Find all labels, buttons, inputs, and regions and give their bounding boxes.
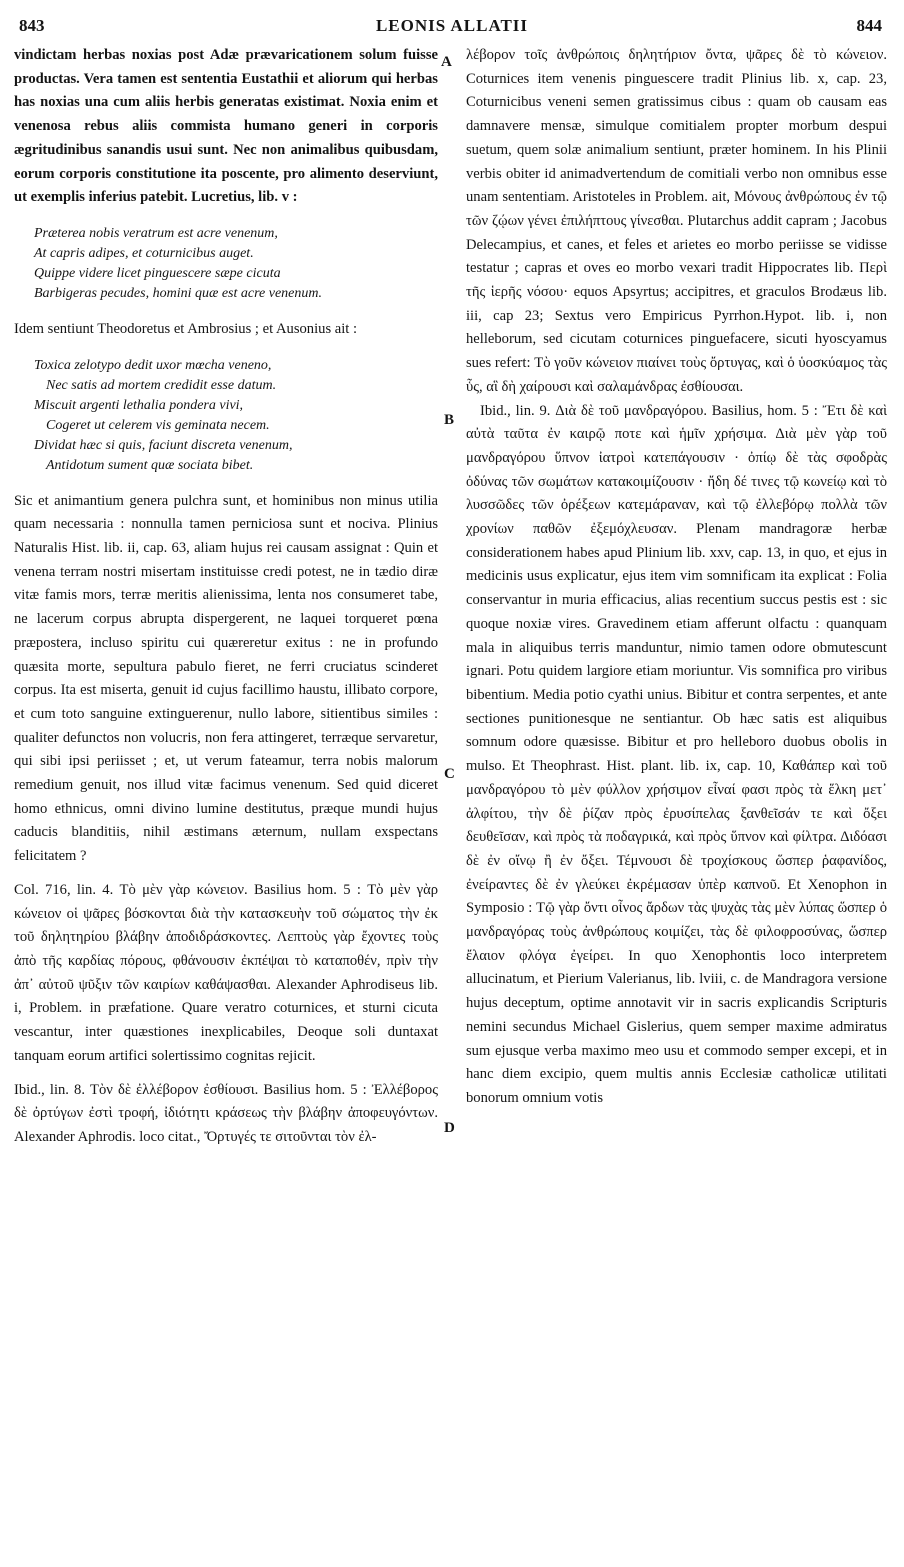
left-paragraph-2: Idem sentiunt Theodoretus et Ambrosius ; et Ausonius ait : xyxy=(14,320,358,337)
margin-letter-b: B xyxy=(444,412,455,428)
running-title: LEONIS ALLATII xyxy=(375,16,529,35)
margin-letter-c: C xyxy=(444,766,455,782)
margin-letter-d: D xyxy=(444,1120,455,1136)
paragraph-gap xyxy=(14,869,438,879)
paragraph-gap xyxy=(14,1069,438,1079)
ausonius-verse xyxy=(34,356,438,476)
left-paragraph-5: Ibid., lin. 8. Τὸν δὲ ἐλλέβορον ἐσθίουσι. Basilius hom. 5 : Ἐλλέβορος δὲ ὀρτύγων ἐστὶ τροφή, ἰδιότητι κράσεως τὴν βλάβην ἀποφευγόντων. Alexander Aphrodis. loco citat., Ὄρτυγές τε σιτοῦνται τὸν ἐλ- xyxy=(14,1081,438,1145)
verse-line: Miscuit argenti lethalia pondera vivi, xyxy=(34,397,244,413)
verse-line: Nec satis ad mortem credidit esse datum. xyxy=(46,377,277,393)
verse-line: Toxica zelotypo dedit uxor mœcha veneno, xyxy=(34,357,272,373)
page-number-left: 843 xyxy=(19,16,45,35)
verse-line: Præterea nobis veratrum est acre venenum, xyxy=(34,225,278,241)
verse-line: Barbigeras pecudes, homini quæ est acre venenum. xyxy=(34,285,322,301)
right-paragraph-2: Ibid., lin. 9. Διὰ δὲ τοῦ μανδραγόρου. Basilius, hom. 5 : Ἔτι δὲ καὶ αὐτὰ ταῦτα ἐν καιρῷ ποτε καὶ ἡμῖν χρήσιμα. Διὰ μὲν γὰρ τοῦ μανδραγόρου ὕπνον ἰατροὶ κατεπάγουσιν · ὀπίῳ δὲ τὰς σφοδρὰς ὀδύνας τῶν σωμάτων κατακοιμίζουσιν · ἤδη δέ τινες τῷ κωνείῳ καὶ τὸ λυσσῶδες τῶν ὀρέξεων κατεμάραναν, καὶ τῷ ἐλλεβόρῳ πολλὰ τῶν χρονίων παθῶν ἐξεμόχλευσαν. Plenam mandragoræ herbæ considerationem habes apud Plinium lib. xxv, cap. 13, in quo, et ejus in medicinis usus explicatur, ejus item vim somnificam ita explicat : Folia conservantur in muria efficacius, alias recentium succus pestis est : sic quoque noxiæ vires. Gravedinem etiam afferunt olfactu : quanquam mala in aliquibus terris manduntur, nimio tamen odore obmutescunt ignari. Potu quidem largiore etiam moriuntur. Vis somnifica pro viribus bibentium. Media potio cyathi unius. Bibitur et contra serpentes, et ante sectiones punitionesque ne sentiantur. Ob hæc satis est aliquibus somnum odore quæsisse. Bibitur et pro helleboro duobus obolis in mulso. Et Theophrast. Hist. plant. lib. ix, cap. 10, Καθάπερ καὶ τοῦ μανδραγόρου τὸ μὲν φύλλον χρήσιμον εἶναί φασι πρὸς τὰ ἕλκη μετ᾽ ἀλφίτου, τὴν δὲ ῥίζαν πρὸς ἐρυσίπελας ξανθεῖσάν τε καὶ ὄξει δευθεῖσαν, καὶ πρὸς τὰ ποδαγρικά, καὶ πρὸς ὕπνον καὶ φίλτρα. Διδόασι δὲ ἐν οἴνῳ ἢ ἐν ὄξει. Τέμνουσι δὲ τροχίσκους ὥσπερ ῥαφανίδος, ἐνείραντες δὲ ἐν γλεύκει ἐκρέμασαν ὑπὲρ καπνοῦ. Et Xenophon in Symposio : Τῷ γὰρ ὄντι οἶνος ἄρδων τὰς ψυχὰς τὰς μὲν λύπας ὥσπερ ὁ μανδραγόρας τοὺς ἀνθρώπους κοιμίζει, τὰς δὲ φιλοφροσύνας, ὥσπερ ἔλαιον φλόγα ἐγείρει. In quo Xenophontis loco interpretem allucinatum, et Pierium Valerianus, lib. lviii, c. de Mandragora versione hujus deceptum, optime annotavit vir in sacris explicandis Scripturis nemini secundus Michael Gislerius, quem semper maxime admiratus sum ejusque verba maximo meo usu et commodo semper excepi, et in hanc diem excipio, quem multis annis Ecclesiæ catholicæ utilitati bonorum omnium votis xyxy=(466,402,887,1106)
page-header xyxy=(0,6,904,42)
left-column xyxy=(14,44,438,1150)
left-paragraph-4: Col. 716, lin. 4. Τὸ μὲν γὰρ κώνειον. Basilius hom. 5 : Τὸ μὲν γὰρ κώνειον οἱ ψᾶρες βόσκονται διὰ τὴν κατασκευὴν τοῦ σώματος τὴν ἐκ τοῦ δηλητηρίου βλάβην ἀποδιδράσκοντες. Λεπτοὺς γὰρ ἔχοντες τοὺς ἀπὸ τῆς καρδίας πόρους, φθάνουσιν ἐκπέψαι τὸ καταποθέν, πρὶν τὴν ἀπ᾽ αὐτοῦ ψῦξιν τῶν καιρίων καθάψασθαι. Alexander Aphrodiseus lib. i, Problem. in præfatione. Quare veratro coturnices, et sturni cicuta vescantur, inter quæstiones inexplicabiles, Deoque soli duntaxat tanquam eorum artifici solertissimo cognitas rejicit. xyxy=(14,881,438,1064)
lucretius-verse xyxy=(34,224,438,304)
left-paragraph-3: Sic et animantium genera pulchra sunt, et hominibus non minus utilia quam necessaria : nonnulla tamen perniciosa sunt et nociva. Plinius Naturalis Hist. lib. ii, cap. 63, aliam hujus rei causam assignat : Quin et venena terram nostri misertam instituisse credi potest, ne in tædio diræ vitæ famis mors, terræ meritis alienissima, lenta nos consumeret tabe, ne lacerum corpus abrupta dispergerent, ne laquei torqueret pœna præpostera, incluso spiritu cui quæreretur exitus : ne in profundo quæsita morte, sepultura pabulo fieret, ne ferri cruciatus scinderet corpus. Ita est miserta, genuit id cujus facillimo haustu, illibato corpore, et cum toto sanguine extinguerenur, nullo labore, sitientibus similes : qualiter defunctos non volucris, non fera attingeret, terræque servaretur, qui sibi ipsi periisset ; et, ut verum fateamur, terra nobis malorum remedium genuit, nos illud vitæ facimus venenum. Sed quid diceret homo ethnicus, omni divino lumine destitutus, præque mundi hujus caducis blanditiis, nihil æstimans æternum, nullam exspectans felicitatem ? xyxy=(14,492,438,865)
left-paragraph-1: vindictam herbas noxias post Adæ prævaricationem solum fuisse productas. Vera tamen est sententia Eustathii et aliorum qui herbas has noxias una cum aliis herbis generatas existimat. Noxia enim et venenosa rebus aliis commista humano generi in corporis ægritudinibus sanandis usui sunt. Nec non animalibus quibusdam, eorum corporis constitutione ita poscente, pro alimento deserviunt, ut exemplis inferius patebit. Lucretius, lib. v : xyxy=(14,47,438,206)
right-paragraph-1: λέβορον τοῖς ἀνθρώποις δηλητήριον ὄντα, ψᾶρες δὲ τὸ κώνειον. Coturnices item venenis pinguescere tradit Plinius lib. x, cap. 23, Coturnicibus veneni semen gratissimus cibus : quam ob causam eas damnavere mensæ, simulque comitialem propter morbum despui suetum, quem solæ animalium sentiunt, præter hominem. In his Plinii verbis obiter id animadvertendum de comitiali verbo non omnibus esse unam sententiam. Aristoteles in Problem. ait, Μόνους ἀνθρώπους ἐν τῷ τῶν ζῴων γένει ἐπιλήπτους γίνεσθαι. Plutarchus addit capram ; Jacobus Delecampius, et canes, et feles et arietes eo morbo periisse se vidisse testatur ; capras et oves eo morbo vexari tradit Hippocrates lib. Περὶ τῆς ἱερῆς νόσου· equos Apsyrtus; accipitres, et graculos Brodæus lib. iii, cap 23; Sextus vero Empiricus Pyrrhon.Hypot. lib. i, non helleborum, sed cicutam coturnices pinguefacere, sicuti hyoscyamus sues refert: Τὸ γοῦν κώνειον πιαίνει τοὺς ὄρτυγας, καὶ ὁ ὑοσκύαμος τὰς ὗς, αἳ δὴ χαίρουσι καὶ σαλαμάνδρας ἐσθίουσαι. xyxy=(466,47,887,395)
margin-letter-a: A xyxy=(441,54,452,70)
page-number-right: 844 xyxy=(856,16,882,35)
verse-line: Cogeret ut celerem vis geminata necem. xyxy=(46,417,270,433)
verse-line: Dividat hæc si quis, faciunt discreta venenum, xyxy=(34,437,293,453)
verse-line: Quippe videre licet pinguescere sæpe cicuta xyxy=(34,265,281,281)
right-column xyxy=(466,44,887,1111)
verse-line: At capris adipes, et coturnicibus auget. xyxy=(34,245,254,261)
verse-line: Antidotum sument quæ sociata bibet. xyxy=(46,457,254,473)
